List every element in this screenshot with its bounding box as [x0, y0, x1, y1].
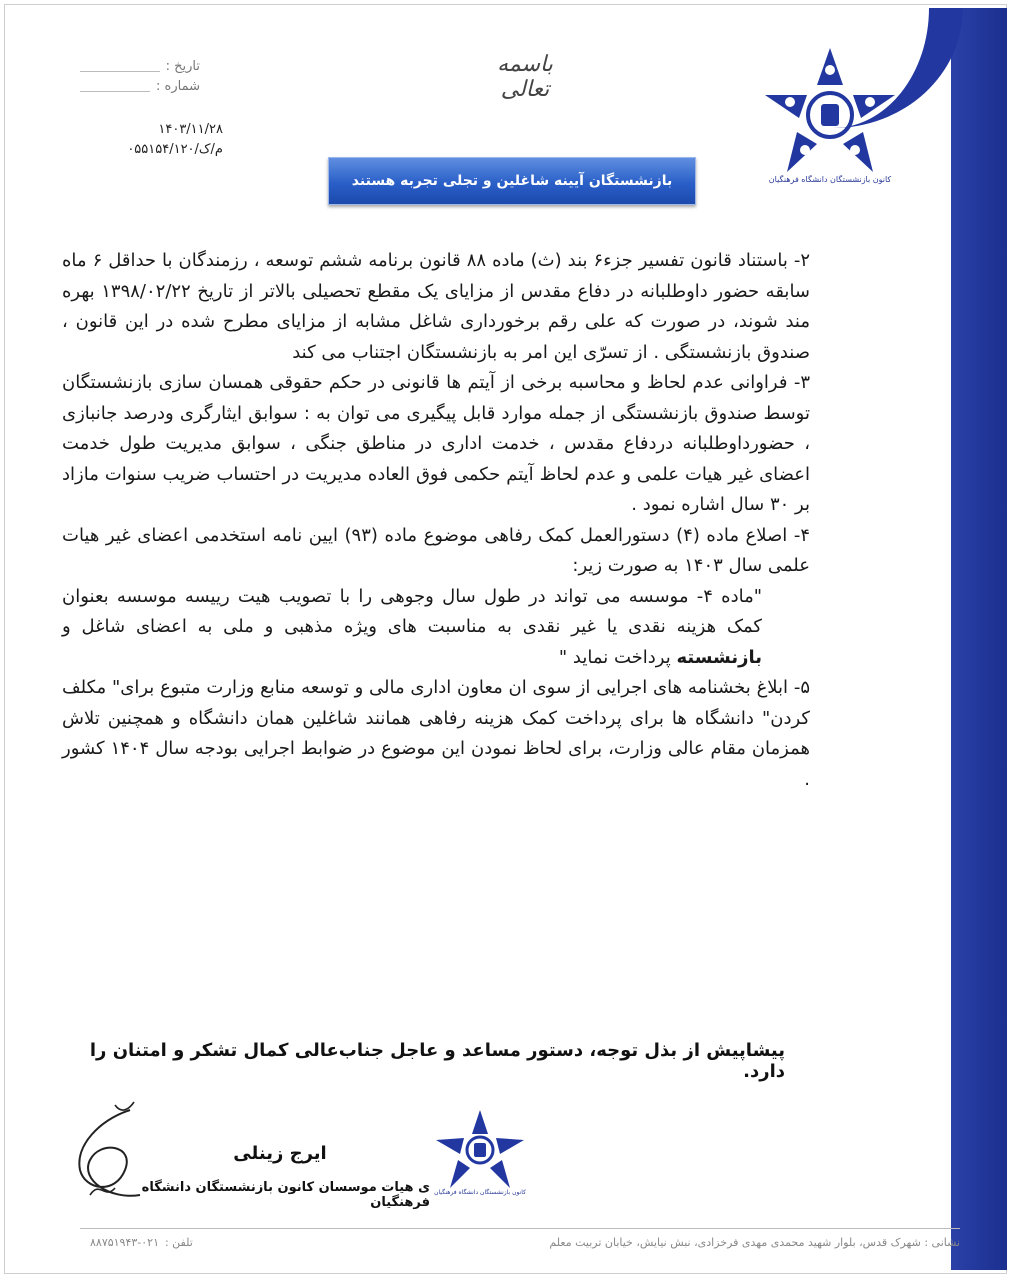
association-logo-icon — [755, 40, 905, 190]
footer-phone-group — [90, 1236, 193, 1249]
quote-part-1: "ماده ۴- موسسه می تواند در طول سال وجوهی را با تصویب هیت رییسه موسسه بعنوان کمک هزینه نقدی یا غیر نقدی به مناسبت های ویژه مذهبی و ملی به اعضای شاغل و — [62, 585, 762, 637]
item-3: ۳- فراوانی عدم لحاظ و محاسبه برخی از آیتم ها قانونی در حکم حقوقی همسان سازی بازنشستگان توسط صندوق بازنشستگی از جمله موارد قابل پیگیری می توان به : سوابق ایثارگری ودرصد جانبازی ، حضورداوطلبانه دردفاع مقدس ، خدمت اداری در مناطق جنگی ، سوابق مدیریت طول خدمت اعضای غیر هیات علمی و عدم لحاظ آیتم حکمی فوق العاده مدیریت در احتساب ضریب سنوات مازاد بر ۳۰ سال اشاره نمود . — [62, 372, 810, 515]
footer — [90, 1236, 960, 1249]
letter-meta-values — [98, 120, 223, 160]
item-2: ۲- باستناد قانون تفسیر جزء۶ بند (ث) ماده ۸۸ قانون برنامه ششم توسعه ، رزمندگان با حداقل ۶ ماه سابقه حضور داوطلبانه در دفاع مقدس از مزایای یک مقطع تحصیلی بالاتر از تاریخ ۱۳۹۸/۰۲/۲۲ بهره مند شوند، در صورت که علی رقم برخورداری شاغل مشابه از مزایای مطرح شده در این قانون ، صندوق بازنشستگی . از تسرّی این امر به بازنشستگان اجتناب می کند — [62, 250, 811, 363]
quote-bold: بازنشسته — [676, 646, 762, 668]
side-stripe — [951, 8, 1007, 1270]
date-label: تاریخ : — [165, 58, 200, 74]
footer-phone: ۰۲۱-۸۸۷۵۱۹۴۳ — [90, 1236, 159, 1249]
logo-caption-small: کانون بازنشستگان دانشگاه فرهنگیان — [434, 1189, 526, 1196]
item-4-quote — [62, 582, 810, 674]
basmala: باسمه تعالی — [497, 52, 553, 102]
date-value: ۱۴۰۳/۱۱/۲۸ — [158, 122, 223, 137]
logo-caption: کانون بازنشستگان دانشگاه فرهنگیان — [768, 175, 892, 184]
quote-part-2: پرداخت نماید " — [558, 646, 671, 668]
footer-address: نشانی : شهرک قدس، بلوار شهید محمدی مهدی فرخزادی، نبش نیایش، خیابان تربیت معلم — [549, 1236, 960, 1249]
letter-meta — [80, 56, 200, 96]
association-logo-small-icon — [430, 1108, 530, 1198]
letter-body — [62, 246, 810, 795]
footer-phone-label: تلفن : — [164, 1236, 193, 1249]
signatory-name: ایرج زینلی — [233, 1143, 327, 1164]
number-label: شماره : — [156, 78, 200, 94]
number-value: ۰۵۵۱۵۴/۱۲۰/م/ک — [127, 142, 223, 157]
footer-divider — [80, 1228, 960, 1229]
closing-remark: پیشاپیش از بذل توجه، دستور مساعد و عاجل جناب‌عالی کمال تشکر و امتنان را دارد. — [89, 1040, 785, 1082]
item-4: ۴- اصلاع ماده (۴) دستورالعمل کمک رفاهی موضوع ماده (۹۳) ایین نامه استخدمی اعضای غیر هیات علمی سال ۱۴۰۳ به صورت زیر: — [62, 524, 810, 576]
item-5: ۵- ابلاغ بخشنامه های اجرایی از سوی ان معاون اداری مالی و توسعه منابع وزارت متبوع برای" مکلف کردن" دانشگاه ها برای پرداخت کمک هزینه رفاهی همانند شاغلین همان دانشگاه و همچنین تلاش همزمان مقام عالی وزارت، برای لحاظ نمودن این موضوع در ضوابط اجرایی بودجه سال ۱۴۰۴ کشور . — [62, 677, 810, 790]
slogan-banner: بازنشستگان آیینه شاغلین و تجلی تجربه هستند — [328, 157, 696, 205]
signatory-title: ی هیات موسسان کانون بازنشستگان دانشگاه فرهنگیان — [141, 1180, 430, 1210]
